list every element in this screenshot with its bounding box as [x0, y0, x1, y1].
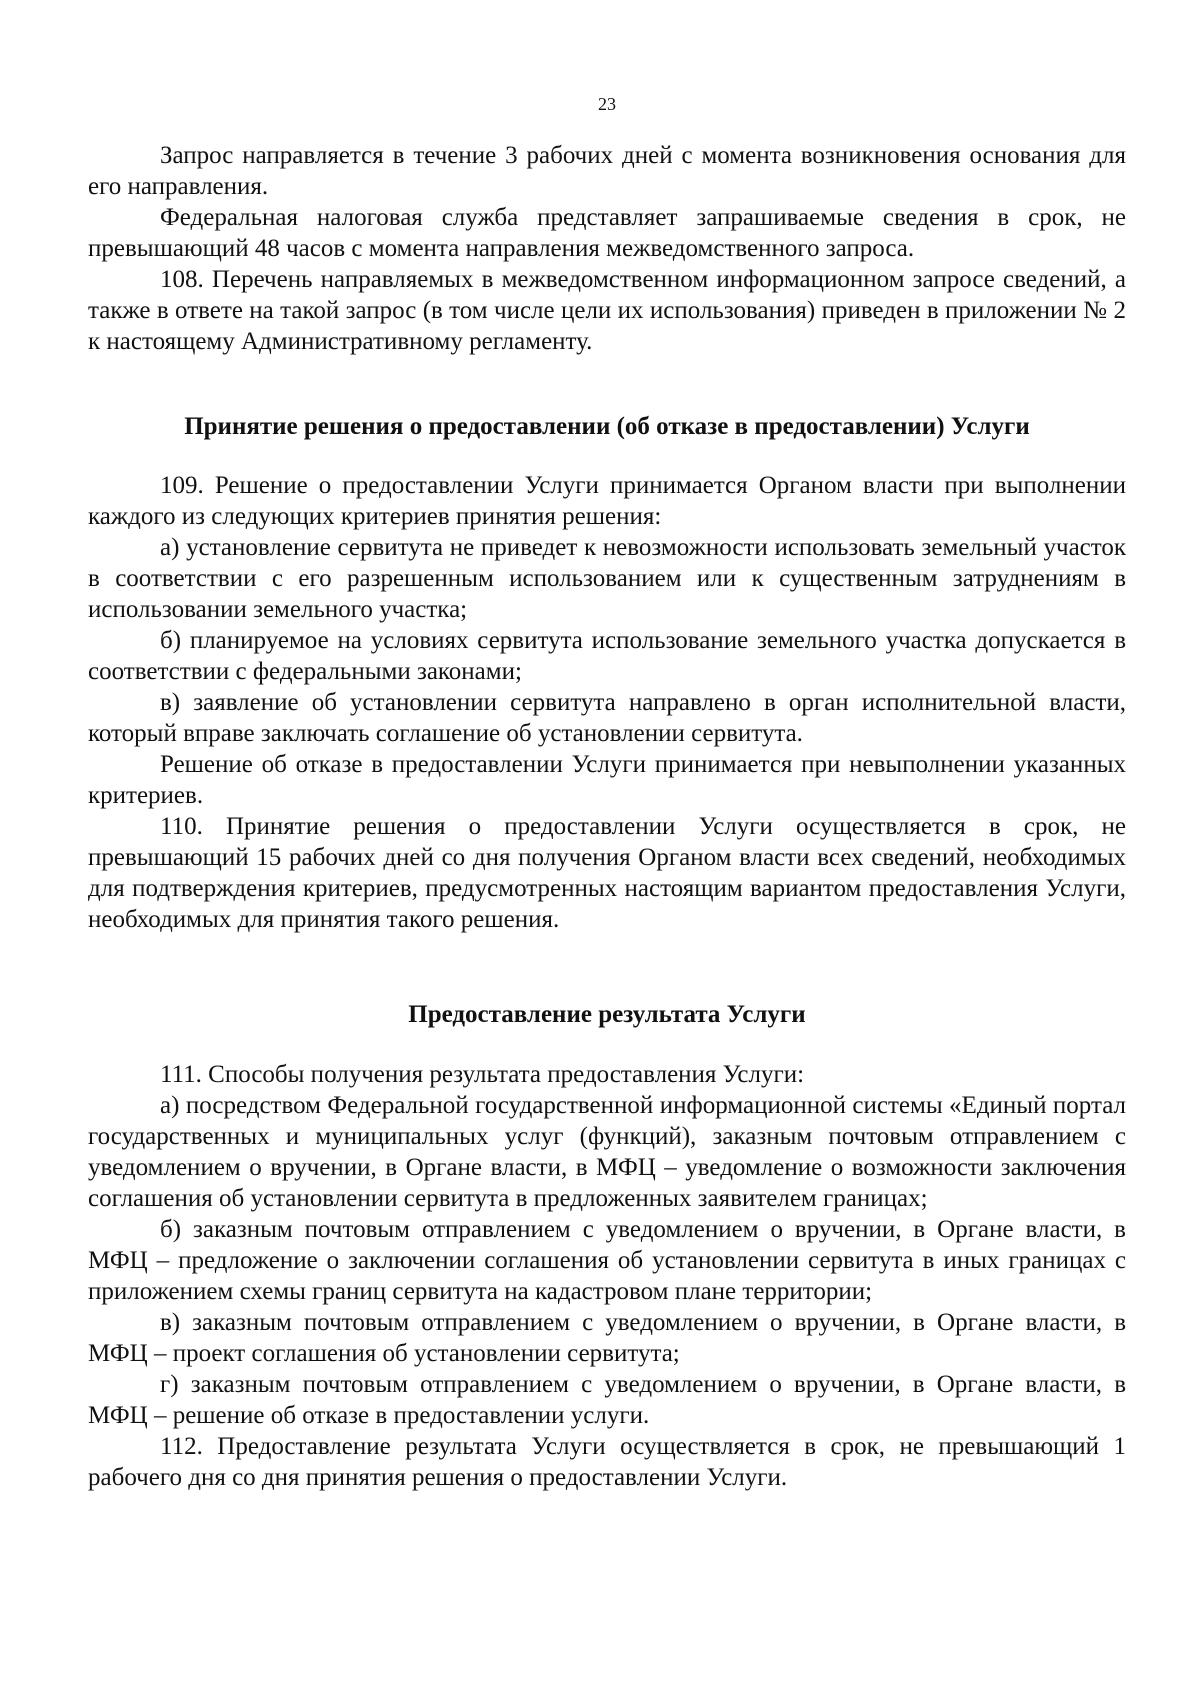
- paragraph: Федеральная налоговая служба представляет запрашиваемые сведения в срок, не превышающий 48 часов с момента направления межведомственного запроса.: [88, 204, 1126, 262]
- paragraph: 110. Принятие решения о предоставлении Услуги осуществляется в срок, не превышающий 15 рабочих дней со дня получения Органом власти всех сведений, необходимых для подтверждения критериев, предусмотренных настоящим вариантом предоставления Услуги, необходимых для принятия такого решения.: [88, 813, 1126, 933]
- paragraph: г) заказным почтовым отправлением с уведомлением о вручении, в Органе власти, в МФЦ – решение об отказе в предоставлении услуги.: [88, 1371, 1126, 1429]
- section-heading-result: [88, 999, 1126, 1030]
- paragraph: б) заказным почтовым отправлением с уведомлением о вручении, в Органе власти, в МФЦ – предложение о заключении соглашения об установлении сервитута в иных границах с приложением схемы границ сервитута на кадастровом плане территории;: [88, 1216, 1126, 1305]
- paragraph: Решение об отказе в предоставлении Услуги принимается при невыполнении указанных критериев.: [88, 751, 1126, 809]
- section-result: [88, 1059, 1126, 1493]
- paragraph: а) установление сервитута не приведет к невозможности использовать земельный участок в соответствии с его разрешенным использованием или к существенным затруднениям в использовании земельного участка;: [88, 534, 1126, 623]
- paragraph: 109. Решение о предоставлении Услуги принимается Органом власти при выполнении каждого из следующих критериев принятия решения:: [88, 472, 1126, 530]
- section-heading-decision: [88, 411, 1126, 442]
- paragraph: 108. Перечень направляемых в межведомственном информационном запросе сведений, а также в ответе на такой запрос (в том числе цели их использования) приведен в приложении № 2 к настоящему Административному регламенту.: [88, 266, 1126, 355]
- section-decision: [88, 470, 1126, 935]
- paragraph: 112. Предоставление результата Услуги осуществляется в срок, не превышающий 1 рабочего дня со дня принятия решения о предоставлении Услуги.: [88, 1433, 1126, 1491]
- page-number: 23: [598, 94, 616, 114]
- paragraph: в) заявление об установлении сервитута направлено в орган исполнительной власти, который вправе заключать соглашение об установлении сервитута.: [88, 689, 1126, 747]
- document-page: [88, 0, 1126, 1696]
- section-intro: [88, 140, 1126, 357]
- paragraph: б) планируемое на условиях сервитута использование земельного участка допускается в соответствии с федеральными законами;: [88, 627, 1126, 685]
- paragraph: в) заказным почтовым отправлением с уведомлением о вручении, в Органе власти, в МФЦ – проект соглашения об установлении сервитута;: [88, 1309, 1126, 1367]
- paragraph: а) посредством Федеральной государственной информационной системы «Единый портал государственных и муниципальных услуг (функций), заказным почтовым отправлением с уведомлением о вручении, в Органе власти, в МФЦ – уведомление о возможности заключения соглашения об установлении сервитута в предложенных заявителем границах;: [88, 1092, 1126, 1212]
- heading: Предоставление результата Услуги: [408, 1001, 806, 1028]
- paragraph: Запрос направляется в течение 3 рабочих дней с момента возникновения основания для его направления.: [88, 142, 1126, 200]
- paragraph: 111. Способы получения результата предоставления Услуги:: [160, 1061, 805, 1088]
- heading: Принятие решения о предоставлении (об отказе в предоставлении) Услуги: [184, 413, 1030, 440]
